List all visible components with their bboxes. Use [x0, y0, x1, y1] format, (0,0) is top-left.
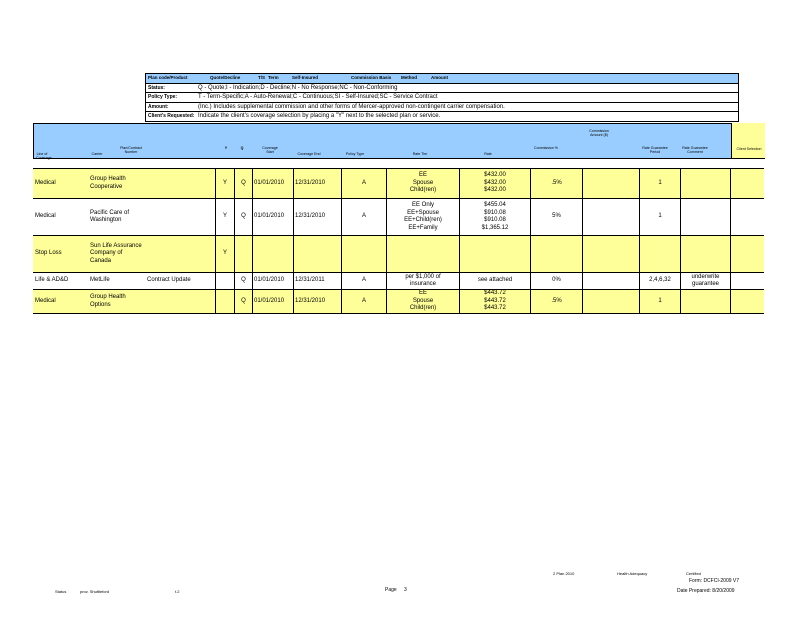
cell-rates — [461, 236, 529, 272]
column-divider — [530, 199, 531, 235]
column-divider — [680, 236, 681, 272]
cell-contract — [147, 290, 214, 313]
cell-tiers — [388, 290, 458, 313]
column-divider — [730, 290, 731, 313]
cell-end-text: 12/31/2010 — [295, 179, 326, 186]
column-divider — [386, 169, 387, 198]
column-divider — [234, 169, 235, 198]
table-row[interactable] — [33, 236, 764, 273]
cell-carrier — [90, 290, 144, 313]
column-divider — [252, 199, 253, 235]
column-divider — [639, 199, 640, 235]
cell-start — [254, 199, 292, 235]
cell-guar — [641, 199, 679, 235]
cell-rates-line: $910.08 — [484, 209, 506, 216]
cell-tiers-line: Child(ren) — [409, 187, 437, 194]
column-divider — [252, 236, 253, 272]
table-body — [33, 168, 764, 314]
header-commission-pct: Commission % — [534, 146, 558, 150]
table-header — [33, 123, 764, 159]
cell-ptype — [343, 236, 385, 272]
cell-line — [35, 236, 87, 272]
cell-tiers-line: EE+Spouse — [407, 209, 439, 216]
cell-rates-lines — [461, 202, 529, 232]
cell-comm — [532, 236, 581, 272]
table-row[interactable] — [33, 199, 764, 236]
cell-start-text: 01/01/2010 — [254, 213, 285, 220]
cell-line — [35, 273, 87, 289]
table-row[interactable] — [33, 273, 764, 290]
cell-tiers-line: EE+Child(ren) — [404, 217, 442, 223]
legend-header-b: Quote/Decline — [210, 75, 241, 80]
cell-carrier-text: Pacific Care of Washington — [90, 209, 130, 223]
column-divider — [639, 169, 640, 198]
column-divider — [386, 236, 387, 272]
cell-status-text: Q — [241, 213, 246, 220]
cell-tiers-line: EE — [418, 290, 427, 297]
column-divider — [386, 199, 387, 235]
cell-clientsel — [732, 199, 763, 235]
table-row[interactable] — [33, 169, 764, 199]
column-divider — [234, 273, 235, 289]
column-divider — [680, 169, 681, 198]
cell-end — [295, 199, 340, 235]
cell-sel — [217, 169, 233, 198]
cell-note — [682, 199, 729, 235]
cell-ptype-text: A — [361, 179, 366, 186]
column-divider — [341, 169, 342, 198]
footer-ref: t.2 — [175, 589, 180, 594]
cell-clientsel — [732, 290, 763, 313]
cell-ptype — [343, 290, 385, 313]
cell-status — [236, 169, 251, 198]
cell-sel — [217, 273, 233, 289]
cell-rates-line: $443.72 — [484, 290, 506, 297]
column-divider — [341, 236, 342, 272]
cell-carrier — [90, 199, 144, 235]
cell-contract — [147, 169, 214, 198]
cell-rates-lines — [461, 277, 529, 285]
cell-status-text: Q — [241, 179, 246, 186]
cell-carrier-text: MetLife — [90, 277, 110, 284]
column-divider — [459, 199, 460, 235]
legend-key: Status: — [148, 84, 165, 91]
cell-carrier — [90, 169, 144, 198]
column-divider — [530, 169, 531, 198]
column-divider — [530, 273, 531, 289]
cell-rates-lines — [461, 290, 529, 313]
header-status: Q — [240, 146, 244, 150]
cell-sel-text: Y — [222, 250, 227, 257]
header-policy-type: Policy Type — [345, 152, 365, 156]
cell-tiers-line: Spouse — [412, 297, 434, 304]
cell-cam — [584, 273, 638, 289]
cell-status — [236, 290, 251, 313]
cell-sel-text: Y — [222, 179, 227, 186]
column-divider — [582, 169, 583, 198]
column-divider — [730, 236, 731, 272]
cell-guar-text: 1 — [658, 213, 662, 220]
cell-carrier — [90, 236, 144, 272]
cell-tiers-line: Spouse — [412, 179, 434, 186]
cell-rates-line: $1,365.12 — [481, 224, 509, 231]
cell-status — [236, 236, 251, 272]
header-rate-tier: Rate Tier — [412, 152, 428, 156]
legend-row-status — [146, 84, 738, 94]
cell-tiers — [388, 199, 458, 235]
column-divider — [215, 169, 216, 198]
cell-rates-line: $455.04 — [484, 202, 506, 208]
cell-end — [295, 169, 340, 198]
cell-rates-lines — [461, 172, 529, 195]
column-divider — [341, 290, 342, 313]
cell-comm — [532, 199, 581, 235]
column-divider — [582, 290, 583, 313]
column-divider — [680, 273, 681, 289]
legend-key: Client's Requested: — [148, 113, 195, 119]
cell-status — [236, 273, 251, 289]
column-divider — [293, 290, 294, 313]
cell-note — [682, 169, 729, 198]
cell-line-text: Life & AD&D — [35, 277, 69, 284]
cell-carrier-text: Group Health Options — [90, 294, 126, 308]
column-divider — [215, 290, 216, 313]
column-divider — [234, 290, 235, 313]
cell-tiers-line: Child(ren) — [409, 305, 437, 312]
column-divider — [293, 199, 294, 235]
footer-status: Status — [55, 589, 67, 594]
cell-line-text: Medical — [35, 213, 56, 220]
legend-header-c: T/S — [258, 75, 266, 80]
cell-guar — [641, 273, 679, 289]
legend-value: Indicate the client's coverage selection by placing a "Y" next to the selected plan or service. — [198, 113, 441, 119]
footer-page-number: 3 — [404, 587, 407, 593]
cell-carrier — [90, 273, 144, 289]
column-divider — [459, 273, 460, 289]
cell-ptype-text: A — [361, 277, 366, 284]
column-divider — [459, 236, 460, 272]
cell-guar — [641, 236, 679, 272]
cell-line — [35, 199, 87, 235]
cell-note — [682, 236, 729, 272]
column-divider — [252, 290, 253, 313]
legend-key: Amount: — [148, 103, 169, 110]
legend-row-amount — [146, 103, 738, 113]
header-guarantee-comment: Rate Guarantee Comment — [682, 146, 708, 154]
cell-rates-line: $910.08 — [484, 217, 506, 223]
cell-tiers-lines — [388, 290, 458, 313]
legend-header-d: Term — [268, 75, 279, 80]
cell-line — [35, 169, 87, 198]
header-coverage-end: Coverage End — [297, 152, 321, 156]
legend-header-h: Amount — [431, 75, 448, 80]
legend-block — [145, 73, 739, 122]
cell-contract — [147, 236, 214, 272]
cell-comm-text: .5% — [551, 179, 562, 186]
cell-status — [236, 199, 251, 235]
column-divider — [730, 199, 731, 235]
cell-tiers — [388, 273, 458, 289]
column-divider — [639, 273, 640, 289]
cell-cam — [584, 169, 638, 198]
column-divider — [293, 273, 294, 289]
column-divider — [252, 273, 253, 289]
cell-tiers — [388, 169, 458, 198]
cell-contract-text: Contract Update — [147, 277, 191, 284]
cell-start — [254, 273, 292, 289]
cell-note-text: underwrite guarantee — [691, 273, 720, 287]
cell-clientsel — [732, 236, 763, 272]
cell-contract — [147, 273, 214, 289]
cell-tiers-line: EE — [418, 172, 427, 179]
cell-note — [682, 273, 729, 289]
cell-rates-line: $432.00 — [484, 179, 506, 186]
cell-line-text: Medical — [35, 297, 56, 304]
footer-provider: prov. Shuttleford — [80, 589, 110, 594]
cell-guar-text: 2,4,6,32 — [649, 277, 671, 284]
table-row[interactable] — [33, 290, 764, 314]
cell-start — [254, 236, 292, 272]
legend-value: T - Term-Specific;A - Auto-Renewal;C - Continuous;SI - Self-Insured;SC - Service Contract — [198, 94, 438, 100]
column-divider — [234, 236, 235, 272]
cell-rates — [461, 290, 529, 313]
cell-carrier-text: Group Health Cooperative — [90, 176, 126, 190]
cell-line-text: Stop Loss — [35, 250, 62, 257]
column-divider — [459, 290, 460, 313]
cell-tiers-lines — [388, 274, 458, 289]
column-divider — [341, 199, 342, 235]
cell-comm-text: 0% — [552, 277, 561, 284]
header-guarantee-period: Rate Guarantee Period — [642, 146, 668, 154]
column-divider — [234, 199, 235, 235]
cell-ptype — [343, 169, 385, 198]
cell-rates-line: $432.00 — [484, 187, 506, 194]
cell-sel — [217, 290, 233, 313]
column-divider — [730, 169, 731, 198]
cell-comm-text: 5% — [552, 213, 561, 220]
cell-end-text: 12/31/2010 — [295, 297, 326, 304]
footer-date-prepared: Date Prepared: 8/20/2009 — [677, 588, 735, 594]
legend-header-f: Commission Basis — [351, 75, 392, 80]
column-divider — [386, 273, 387, 289]
cell-tiers — [388, 236, 458, 272]
legend-row-client-requested — [146, 112, 738, 121]
header-carrier: Carrier — [91, 152, 103, 156]
cell-sel — [217, 236, 233, 272]
column-divider — [639, 290, 640, 313]
cell-status-text: Q — [241, 277, 246, 284]
cell-ptype-text: A — [361, 297, 366, 304]
footer-form: Form: DCFCI-2009 V7 — [689, 578, 740, 584]
legend-header-e: Self-Insured — [292, 75, 319, 80]
cell-guar — [641, 290, 679, 313]
cell-rates-line: $443.72 — [484, 297, 506, 304]
column-divider — [341, 273, 342, 289]
cell-rates — [461, 273, 529, 289]
column-divider — [530, 236, 531, 272]
column-divider — [252, 169, 253, 198]
cell-rates — [461, 199, 529, 235]
cell-line-text: Medical — [35, 179, 56, 186]
column-divider — [680, 290, 681, 313]
cell-tiers-line: insurance — [409, 281, 436, 287]
header-line-of-coverage: Line of Coverage — [36, 152, 52, 160]
cell-start-text: 01/01/2010 — [254, 297, 285, 304]
cell-cam — [584, 236, 638, 272]
header-client-selection-cell — [731, 123, 765, 159]
cell-end-text: 12/31/2011 — [295, 277, 325, 284]
cell-start — [254, 290, 292, 313]
footer-mid-a: 2 Plan 2010 — [553, 571, 575, 576]
footer-page-label: Page — [385, 587, 397, 593]
cell-guar-text: 1 — [658, 179, 662, 186]
column-divider — [215, 236, 216, 272]
legend-value: Q - Quote;I - Indication;D - Decline;N - No Response;NC - Non-Conforming — [198, 84, 398, 91]
cell-status-text: Q — [241, 297, 246, 304]
cell-ptype — [343, 199, 385, 235]
cell-cam — [584, 290, 638, 313]
cell-sel-text: Y — [222, 213, 227, 220]
cell-note — [682, 290, 729, 313]
column-divider — [215, 273, 216, 289]
cell-start-text: 01/01/2010 — [254, 179, 285, 186]
cell-rates — [461, 169, 529, 198]
cell-comm — [532, 273, 581, 289]
cell-end-text: 12/31/2010 — [295, 213, 326, 220]
cell-ptype-text: A — [361, 213, 366, 220]
cell-tiers-line: per $1,000 of — [405, 273, 441, 280]
cell-guar-text: 1 — [658, 297, 662, 304]
column-divider — [639, 236, 640, 272]
cell-tiers-line: EE+Family — [408, 224, 438, 231]
cell-tiers-lines — [388, 172, 458, 195]
cell-end — [295, 236, 340, 272]
cell-rates-line: see attached — [477, 277, 513, 284]
cell-guar — [641, 169, 679, 198]
legend-key: Policy Type: — [148, 94, 178, 100]
cell-tiers-line: EE Only — [411, 202, 434, 208]
cell-clientsel — [732, 273, 763, 289]
footer-mid-b: Health Adequacy — [617, 571, 648, 576]
header-commission-amount: Commission Amount ($) — [589, 129, 609, 137]
cell-rates-line: $432.00 — [484, 172, 506, 179]
header-rate: Rate — [484, 152, 492, 156]
legend-header — [146, 74, 738, 84]
cell-sel — [217, 199, 233, 235]
column-divider — [730, 273, 731, 289]
column-divider — [680, 199, 681, 235]
cell-end — [295, 273, 340, 289]
cell-carrier-text: Sun Life Assurance Company of Canada — [90, 242, 142, 264]
cell-clientsel — [732, 169, 763, 198]
legend-header-g: Method — [401, 75, 417, 80]
cell-start-text: 01/01/2010 — [254, 277, 285, 284]
cell-start — [254, 169, 292, 198]
cell-cam — [584, 199, 638, 235]
cell-line — [35, 290, 87, 313]
legend-value: (Inc.) Includes supplemental commission and other forms of Mercer-approved non-contingent carrier compensation. — [198, 103, 505, 110]
header-client-selection: Y — [224, 146, 228, 150]
column-divider — [293, 236, 294, 272]
cell-rates-line: $443.72 — [484, 305, 506, 312]
column-divider — [582, 273, 583, 289]
header-client-selection-label: Client Selection — [736, 147, 762, 151]
column-divider — [582, 199, 583, 235]
column-divider — [386, 290, 387, 313]
column-divider — [215, 199, 216, 235]
footer-mid-c: Certified — [686, 571, 701, 576]
legend-row-policy-type — [146, 93, 738, 103]
cell-ptype — [343, 273, 385, 289]
header-coverage-start: Coverage Start — [262, 146, 278, 154]
cell-tiers-lines — [388, 202, 458, 232]
column-divider — [459, 169, 460, 198]
cell-comm-text: .5% — [551, 297, 562, 304]
cell-contract — [147, 199, 214, 235]
cell-comm — [532, 290, 581, 313]
column-divider — [530, 290, 531, 313]
cell-end — [295, 290, 340, 313]
column-divider — [582, 236, 583, 272]
legend-header-a: Plan code/Product — [148, 75, 188, 80]
column-divider — [293, 169, 294, 198]
cell-comm — [532, 169, 581, 198]
header-contract: Plan/Contract Number — [120, 146, 142, 154]
